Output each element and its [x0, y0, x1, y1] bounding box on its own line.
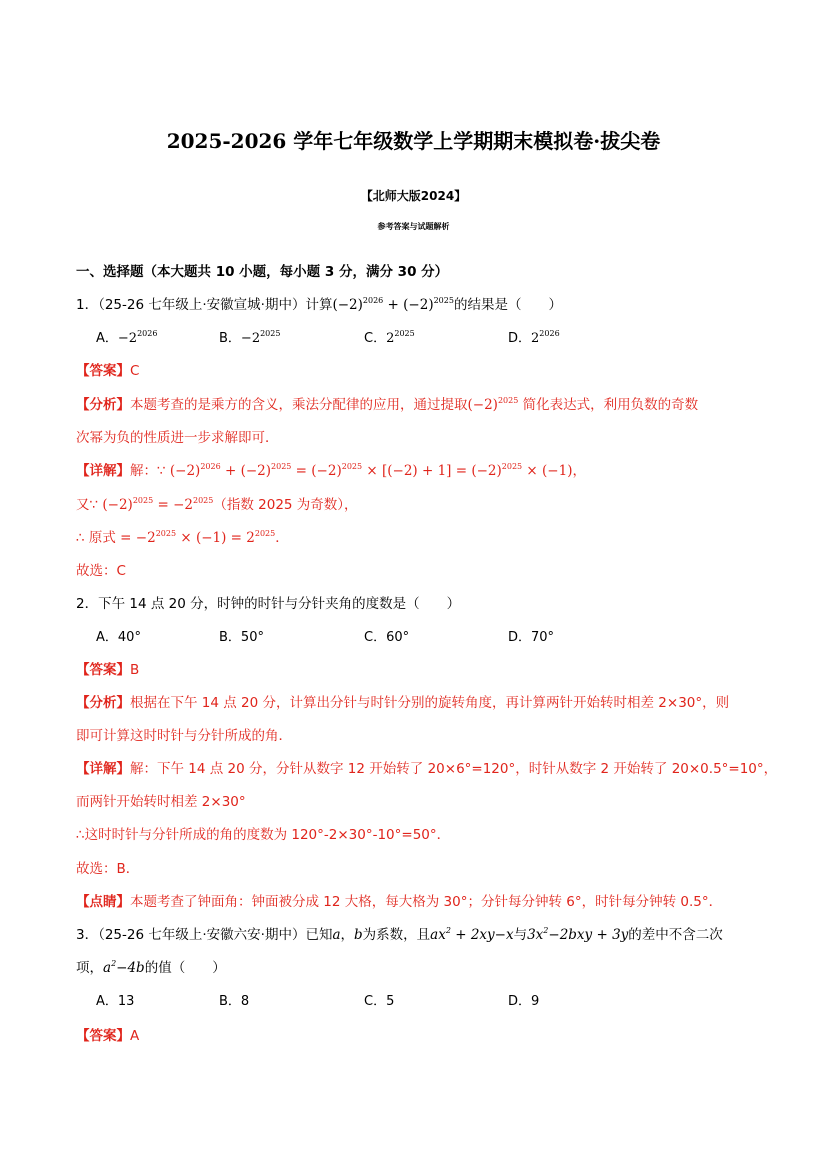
- q1-answer: 【答案】C: [76, 363, 140, 379]
- q3-option-b: B．8: [219, 994, 250, 1009]
- q1-choose: 故选：C: [76, 563, 126, 579]
- q3-answer: 【答案】A: [76, 1028, 140, 1044]
- q1-option-a: A．$-2^{2026}$: [96, 329, 158, 346]
- q1-prefix: 1．（25-26 七年级上·安徽宣城·期中）计算: [76, 297, 333, 313]
- question-3-stem-line-2: 项，$a^2-4b$的值（ ）: [76, 959, 226, 976]
- q2-detail-line-1: 【详解】解：下午 14 点 20 分，分针从数字 12 开始转了 20×6°=120°，时针从数字 2 开始转了 20×0.5°=10°，: [76, 761, 778, 777]
- q2-option-d: D．70°: [508, 630, 555, 645]
- q1-expr: $(-2)^{2026} + (-2)^{2025}$: [332, 296, 454, 313]
- q3-option-c: C．5: [364, 994, 395, 1009]
- q2-option-a: A．40°: [96, 630, 141, 645]
- q2-analysis-line-2: 即可计算这时时针与分针所成的角．: [76, 728, 292, 744]
- q1-option-d: D．$2^{2026}$: [508, 329, 560, 346]
- q2-analysis-line-1: 【分析】根据在下午 14 点 20 分，计算出分针与时针分别的旋转角度，再计算两针开始转时相差 2×30°，则: [76, 695, 730, 711]
- q1-analysis-line-2: 次幂为负的性质进一步求解即可．: [76, 430, 279, 446]
- q1-analysis-line-1: 【分析】本题考查的是乘方的含义，乘法分配律的应用，通过提取$(-2)^{2025}$ 简化表达式，利用负数的奇数: [76, 396, 699, 413]
- q2-detail-line-3: ∴这时时针与分针所成的角的度数为 120°-2×30°-10°=50°．: [76, 827, 451, 843]
- q3-option-d: D．9: [508, 994, 540, 1009]
- q1-option-c: C．$2^{2025}$: [364, 329, 415, 346]
- q2-choose: 故选：B．: [76, 861, 140, 877]
- q3-option-a: A．13: [96, 994, 135, 1009]
- q2-point: 【点睛】本题考查了钟面角：钟面被分成 12 大格，每大格为 30°；分针每分钟转 6°，时针每分钟转 0.5°．: [76, 894, 723, 910]
- question-2-stem: 2．下午 14 点 20 分，时钟的时针与分针夹角的度数是（ ）: [76, 596, 461, 612]
- edition-label: 【北师大版2024】: [360, 189, 467, 203]
- section-heading: 一、选择题（本大题共 10 小题，每小题 3 分，满分 30 分）: [76, 264, 449, 280]
- page-title: 2025-2026 学年七年级数学上学期期末模拟卷·拔尖卷: [166, 129, 661, 153]
- q2-option-b: B．50°: [219, 630, 264, 645]
- q1-detail-line-1: 【详解】解：∵ $(-2)^{2026} + (-2)^{2025} = (-2)^{2025} \times [(-2) + 1] = (-2)^{2025} \times (-1)$，: [76, 462, 586, 479]
- question-3-stem-line-1: 3．（25-26 七年级上·安徽六安·期中）已知a，b为系数，且$ax^2 + 2xy-x$与$3x^2-2bxy + 3y$的差中不含二次: [76, 926, 723, 943]
- q1-option-b: B．$-2^{2025}$: [219, 329, 281, 346]
- q1-detail-line-2: 又∵ $(-2)^{2025} = -2^{2025}$（指数 2025 为奇数），: [76, 496, 358, 513]
- q2-detail-line-2: 而两针开始转时相差 2×30°: [76, 794, 246, 810]
- q1-detail-line-3: ∴ 原式 = $-2^{2025} \times (-1) = 2^{2025}$．: [76, 529, 289, 546]
- q2-option-c: C．60°: [364, 630, 410, 645]
- page-subtitle: 参考答案与试题解析: [377, 222, 450, 231]
- q2-answer: 【答案】B: [76, 662, 140, 678]
- q1-suffix: 的结果是（ ）: [453, 297, 562, 313]
- question-1-stem: [76, 296, 562, 314]
